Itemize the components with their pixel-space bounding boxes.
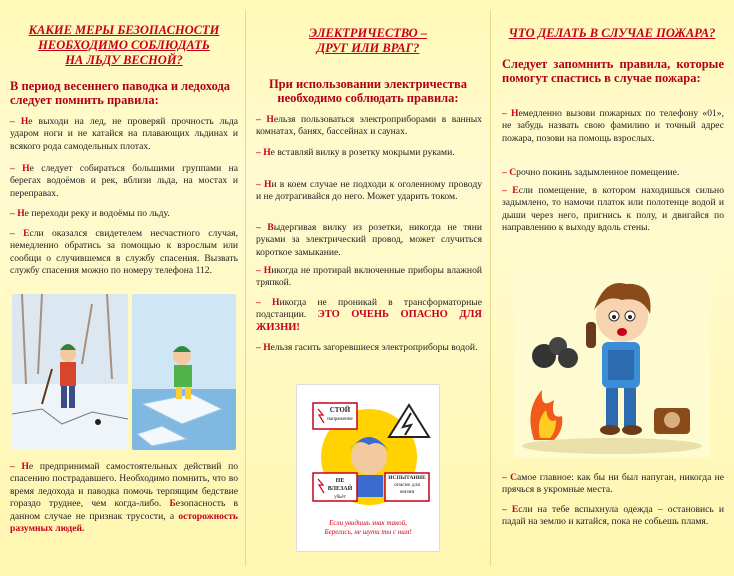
column-divider <box>245 10 246 566</box>
fire-intro: Следует запомнить правила, которые помогут спастись в случае пожара: <box>502 57 724 85</box>
ice-title-line: НЕОБХОДИМО СОБЛЮДАТЬ <box>38 38 210 52</box>
fire-rule: – Если помещение, в котором находишься сильно задымлено, то намочи платок или полотенце водой и дыши через него, пригнись к полу, и двигайся по направлению к выходу вдоль стены. <box>502 185 724 234</box>
ice-rule: – Не переходи реку и водоёмы по льду. <box>10 208 170 219</box>
electricity-rule: – Не вставляй вилку в розетку мокрыми руками. <box>256 147 455 158</box>
electricity-rule: – Нельзя гасить загоревшиеся электроприборы водой. <box>256 342 478 353</box>
electricity-rule: – Нельзя пользоваться электроприборами в ванных комнатах, банях, бассейнах и саунах. <box>256 114 482 138</box>
ice-title-line: КАКИЕ МЕРЫ БЕЗОПАСНОСТИ <box>28 23 220 37</box>
ice-bottom-text: – Не предпринимай самостоятельных действий по спасению пострадавшего. Необходимо помнить, что во время ледохода и паводка помочь терпящим бедствие гораздо труднее, чем когда-либо. Безопасность в данном случае не признак трусости, а осторожность разумных людей. <box>10 461 239 535</box>
electricity-title-line: ЭЛЕКТРИЧЕСТВО – <box>308 26 428 40</box>
column-fire <box>498 0 726 576</box>
ice-rule: – Если оказался свидетелем несчастного случая, немедленно обратись за помощью к взрослым или сообщи о случившемся в службу спасения. Вызвать службу спасения можно по номеру телефона 112. <box>10 228 238 277</box>
electricity-title <box>252 26 484 56</box>
boy-on-ice-floe-illustration <box>132 294 236 450</box>
fire-title: ЧТО ДЕЛАТЬ В СЛУЧАЕ ПОЖАРА? <box>508 26 716 40</box>
ice-title-line: НА ЛЬДУ ВЕСНОЙ? <box>65 53 183 67</box>
fire-rule: – Немедленно вызови пожарных по телефону «01», не забудь назвать свою фамилию и точный адрес пожара, позови на помощь взрослых. <box>502 108 724 144</box>
electricity-rule: – Выдергивая вилку из розетки, никогда не тяни руками за электрический провод, может случиться короткое замыкание. <box>256 222 482 258</box>
ice-rule: – Не следует собираться большими группами на берегах водоёмов и рек, вблизи льда, на мостах и переправах. <box>10 163 238 199</box>
poster-slogan: Если увидишь знак такой, Берегись, не шути ты с ним! <box>324 519 412 536</box>
fire-bottom-rule: – Если на тебе вспыхнула одежда – остановись и падай на землю и катайся, пока не собьешь пламя. <box>502 504 725 528</box>
electric-safety-poster <box>296 384 440 552</box>
fire-bottom-rule: – Самое главное: как бы ни был напуган, никогда не прячься в укромные места. <box>502 472 724 496</box>
column-electricity <box>252 0 484 576</box>
electricity-rule: – Никогда не протирай включенные приборы влажной тряпкой. <box>256 265 482 289</box>
ice-title <box>8 23 240 68</box>
column-ice-safety <box>8 0 240 576</box>
boy-phone-fire-illustration <box>514 270 710 458</box>
sign-testing: ИСПЫТАНИЕ опасно для жизни <box>388 475 426 495</box>
column-divider <box>490 10 491 566</box>
electricity-title-line: ДРУГ ИЛИ ВРАГ? <box>316 41 420 55</box>
sign-stop: СТОЙ напряжение <box>327 406 353 422</box>
electricity-rule: – Никогда не проникай в трансформаторные подстанции. ЭТО ОЧЕНЬ ОПАСНО ДЛЯ ЖИЗНИ! <box>256 297 482 333</box>
electricity-intro: При использовании электричества необходимо соблюдать правила: <box>268 77 468 105</box>
fire-rule: – Срочно покинь задымленное помещение. <box>502 167 680 178</box>
ice-intro: В период весеннего паводка и ледохода следует помнить правила: <box>10 79 231 107</box>
sign-do-not-climb: НЕ ВЛЕЗАЙ убьёт <box>327 478 353 500</box>
boy-skating-illustration <box>12 294 128 450</box>
electricity-rule: – Ни в коем случае не подходи к оголенному проводу и не дотрагивайся до него. Может ударить током. <box>256 179 483 203</box>
ice-rule: – Не выходи на лед, не проверяй прочность льда ударом ноги и не катайся на плавающих льдинах и всякого рода самодельных плотах. <box>10 116 238 152</box>
